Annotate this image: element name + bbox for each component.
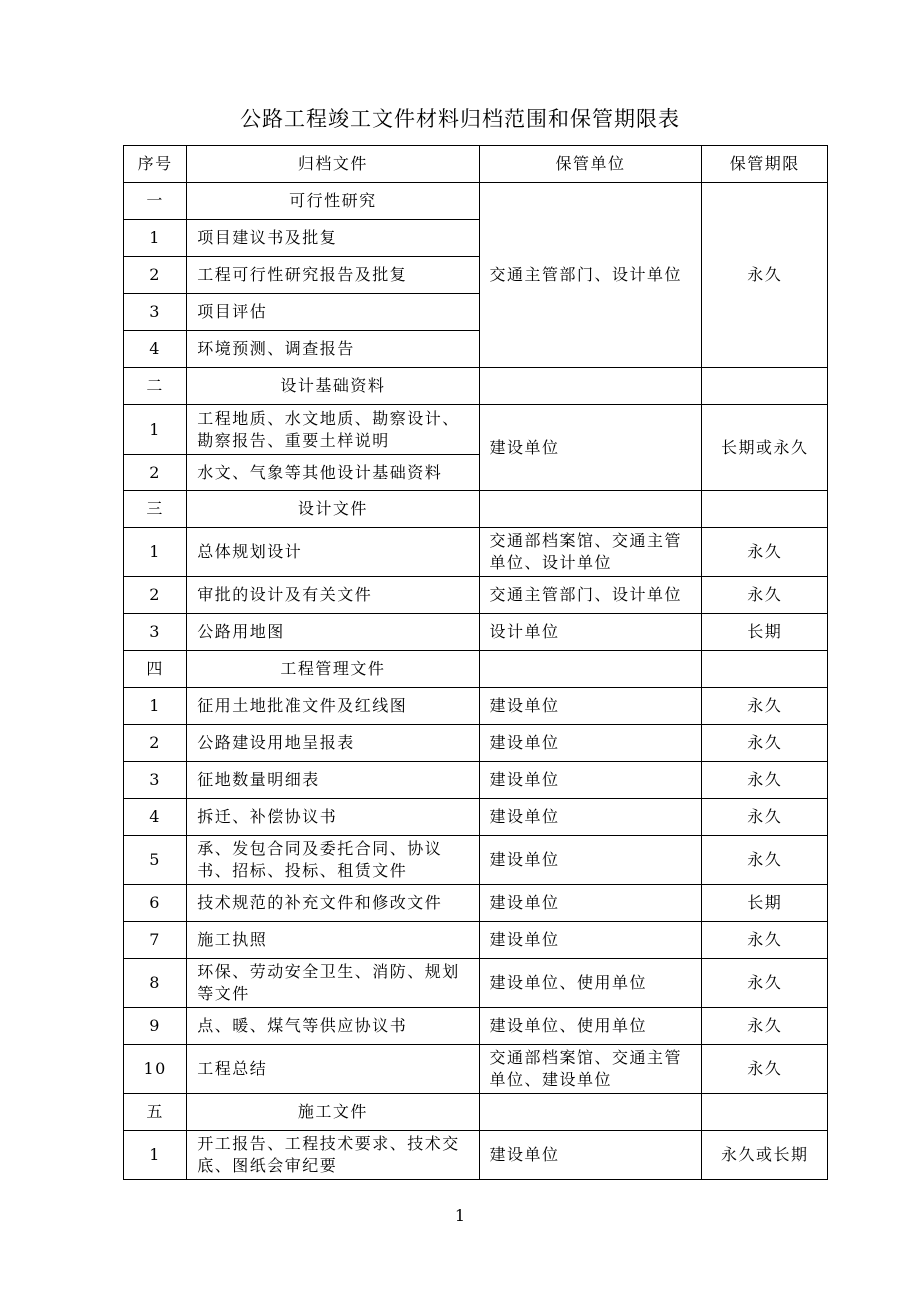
section-row — [124, 491, 828, 528]
empty-cell — [702, 368, 828, 405]
table-row — [124, 725, 828, 762]
table-row — [124, 1008, 828, 1045]
unit-cell: 建设单位 — [479, 836, 702, 885]
section-row — [124, 183, 828, 220]
table-row — [124, 1131, 828, 1180]
row-doc: 项目建议书及批复 — [187, 220, 479, 257]
section-name: 可行性研究 — [187, 183, 479, 220]
unit-cell: 交通部档案馆、交通主管单位、建设单位 — [479, 1045, 702, 1094]
row-doc: 施工执照 — [187, 922, 479, 959]
unit-cell: 交通主管部门、设计单位 — [479, 577, 702, 614]
table-row — [124, 614, 828, 651]
row-doc: 环保、劳动安全卫生、消防、规划等文件 — [187, 959, 479, 1008]
empty-cell — [702, 491, 828, 528]
term-cell: 永久 — [702, 762, 828, 799]
row-no: 2 — [124, 577, 187, 614]
term-cell: 长期 — [702, 885, 828, 922]
row-doc: 公路用地图 — [187, 614, 479, 651]
row-no: 2 — [124, 725, 187, 762]
row-doc: 工程总结 — [187, 1045, 479, 1094]
row-doc: 承、发包合同及委托合同、协议书、招标、投标、租赁文件 — [187, 836, 479, 885]
term-cell: 永久 — [702, 577, 828, 614]
term-cell: 永久 — [702, 528, 828, 577]
section-no: 二 — [124, 368, 187, 405]
term-cell: 永久 — [702, 799, 828, 836]
header-doc: 归档文件 — [187, 146, 479, 183]
empty-cell — [479, 491, 702, 528]
unit-cell: 建设单位、使用单位 — [479, 959, 702, 1008]
table-row — [124, 959, 828, 1008]
section-name: 设计基础资料 — [187, 368, 479, 405]
row-doc: 水文、气象等其他设计基础资料 — [187, 455, 479, 491]
section-name: 施工文件 — [187, 1094, 479, 1131]
row-no: 6 — [124, 885, 187, 922]
empty-cell — [702, 1094, 828, 1131]
table-row — [124, 577, 828, 614]
unit-cell: 建设单位 — [479, 688, 702, 725]
unit-cell: 建设单位、使用单位 — [479, 1008, 702, 1045]
row-no: 2 — [124, 455, 187, 491]
row-no: 9 — [124, 1008, 187, 1045]
unit-cell: 建设单位 — [479, 1131, 702, 1180]
row-doc: 环境预测、调查报告 — [187, 331, 479, 368]
term-cell: 永久或长期 — [702, 1131, 828, 1180]
table-row — [124, 1045, 828, 1094]
row-doc: 工程地质、水文地质、勘察设计、勘察报告、重要土样说明 — [187, 405, 479, 455]
row-doc: 审批的设计及有关文件 — [187, 577, 479, 614]
section-row — [124, 368, 828, 405]
section-no: 四 — [124, 651, 187, 688]
row-no: 7 — [124, 922, 187, 959]
empty-cell — [479, 651, 702, 688]
row-doc: 公路建设用地呈报表 — [187, 725, 479, 762]
term-cell: 永久 — [702, 725, 828, 762]
row-no: 8 — [124, 959, 187, 1008]
empty-cell — [702, 651, 828, 688]
section-no: 三 — [124, 491, 187, 528]
row-no: 1 — [124, 688, 187, 725]
unit-cell: 交通主管部门、设计单位 — [479, 183, 702, 368]
term-cell: 永久 — [702, 183, 828, 368]
term-cell: 长期 — [702, 614, 828, 651]
table-row — [124, 836, 828, 885]
table-row — [124, 799, 828, 836]
row-doc: 工程可行性研究报告及批复 — [187, 257, 479, 294]
row-no: 10 — [124, 1045, 187, 1094]
header-term: 保管期限 — [702, 146, 828, 183]
table-row — [124, 885, 828, 922]
page-number: 1 — [454, 1206, 466, 1225]
row-doc: 技术规范的补充文件和修改文件 — [187, 885, 479, 922]
unit-cell: 建设单位 — [479, 405, 702, 491]
row-doc: 征用土地批准文件及红线图 — [187, 688, 479, 725]
section-name: 设计文件 — [187, 491, 479, 528]
unit-cell: 建设单位 — [479, 799, 702, 836]
section-row — [124, 1094, 828, 1131]
section-no: 五 — [124, 1094, 187, 1131]
header-unit: 保管单位 — [479, 146, 702, 183]
term-cell: 永久 — [702, 959, 828, 1008]
row-doc: 开工报告、工程技术要求、技术交底、图纸会审纪要 — [187, 1131, 479, 1180]
empty-cell — [479, 1094, 702, 1131]
table-row — [124, 528, 828, 577]
row-no: 3 — [124, 762, 187, 799]
table-row — [124, 762, 828, 799]
term-cell: 永久 — [702, 688, 828, 725]
section-row — [124, 651, 828, 688]
row-no: 1 — [124, 220, 187, 257]
row-no: 3 — [124, 614, 187, 651]
term-cell: 永久 — [702, 1045, 828, 1094]
row-no: 1 — [124, 405, 187, 455]
row-no: 1 — [124, 528, 187, 577]
section-name: 工程管理文件 — [187, 651, 479, 688]
row-doc: 总体规划设计 — [187, 528, 479, 577]
term-cell: 长期或永久 — [702, 405, 828, 491]
document-title: 公路工程竣工文件材料归档范围和保管期限表 — [240, 107, 680, 131]
row-no: 2 — [124, 257, 187, 294]
unit-cell: 建设单位 — [479, 922, 702, 959]
row-no: 4 — [124, 799, 187, 836]
table-row — [124, 688, 828, 725]
row-doc: 项目评估 — [187, 294, 479, 331]
term-cell: 永久 — [702, 1008, 828, 1045]
row-no: 4 — [124, 331, 187, 368]
row-no: 5 — [124, 836, 187, 885]
row-doc: 征地数量明细表 — [187, 762, 479, 799]
unit-cell: 建设单位 — [479, 725, 702, 762]
table-row — [124, 405, 828, 455]
unit-cell: 设计单位 — [479, 614, 702, 651]
row-no: 1 — [124, 1131, 187, 1180]
empty-cell — [479, 368, 702, 405]
section-no: 一 — [124, 183, 187, 220]
row-no: 3 — [124, 294, 187, 331]
header-no: 序号 — [124, 146, 187, 183]
unit-cell: 建设单位 — [479, 762, 702, 799]
term-cell: 永久 — [702, 836, 828, 885]
unit-cell: 交通部档案馆、交通主管单位、设计单位 — [479, 528, 702, 577]
row-doc: 点、暖、煤气等供应协议书 — [187, 1008, 479, 1045]
table-row — [124, 922, 828, 959]
term-cell: 永久 — [702, 922, 828, 959]
row-doc: 拆迁、补偿协议书 — [187, 799, 479, 836]
table-header-row — [124, 146, 828, 183]
unit-cell: 建设单位 — [479, 885, 702, 922]
archive-table — [123, 145, 828, 1180]
